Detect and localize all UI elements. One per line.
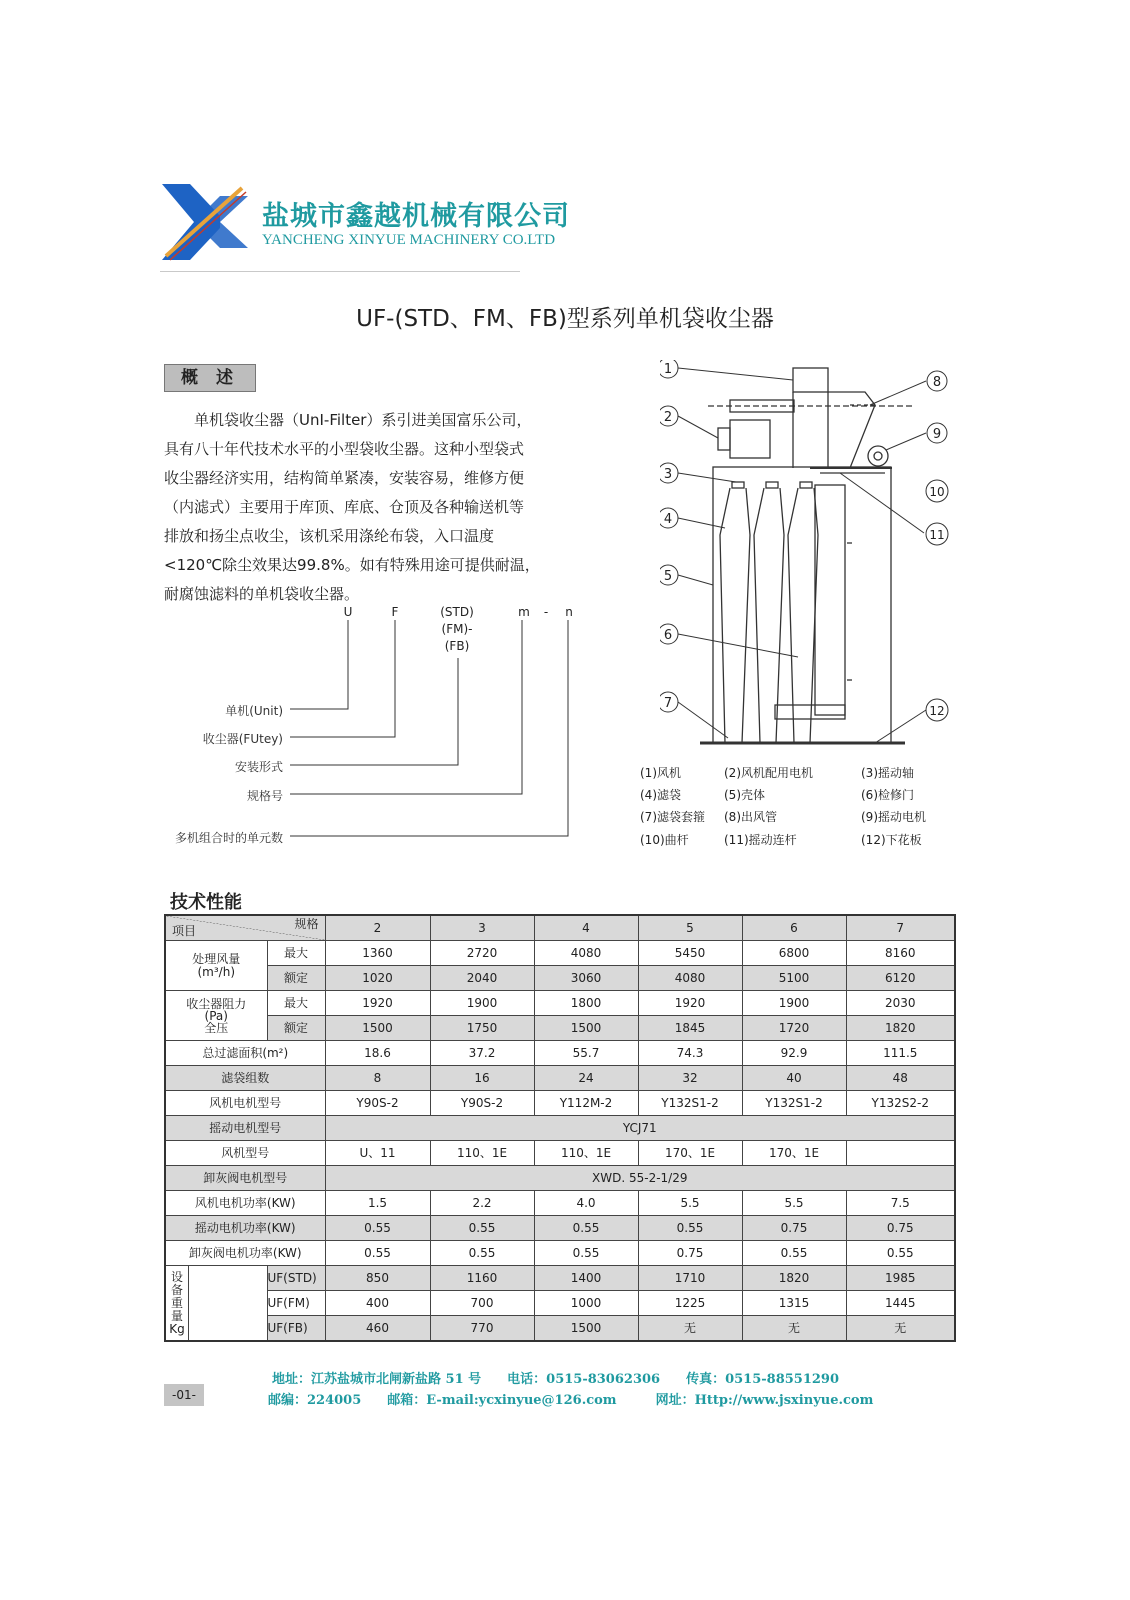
- header-item: 项目: [172, 924, 197, 938]
- overview-heading: 概 述: [164, 364, 256, 392]
- table-cell: 4080: [534, 941, 638, 966]
- table-cell: 8: [325, 1066, 430, 1091]
- table-cell: 0.55: [430, 1241, 534, 1266]
- footer-address: 地址：江苏盐城市北闸新盐路 51 号 电话：0515-83062306 传真：0515-88551290: [272, 1372, 840, 1387]
- table-cell: 1750: [430, 1016, 534, 1041]
- legend-item: (7)滤袋套箍: [640, 810, 705, 824]
- table-cell: 0.75: [638, 1241, 742, 1266]
- table-cell: 1820: [742, 1266, 846, 1291]
- callout-3: 3: [663, 467, 673, 482]
- airflow-unit: (m³/h): [197, 964, 235, 979]
- table-cell: Y90S-2: [325, 1091, 430, 1116]
- row-label: 卸灰阀电机型号: [165, 1166, 325, 1191]
- legend-item: (4)滤袋: [640, 788, 681, 802]
- company-name-en: YANCHENG XINYUE MACHINERY CO.LTD: [262, 232, 556, 248]
- row-label: 滤袋组数: [165, 1066, 325, 1091]
- overview-line: <120℃除尘效果达99.8%。如有特殊用途可提供耐温，: [164, 556, 540, 574]
- size-header: 2: [325, 915, 430, 941]
- table-row: [165, 1116, 955, 1141]
- table-cell: 0.55: [534, 1216, 638, 1241]
- resistance-unit: (Pa): [204, 1008, 228, 1023]
- legend-item: (2)风机配用电机: [724, 766, 813, 780]
- table-cell: [846, 1141, 955, 1166]
- tech-heading: 技术性能: [170, 892, 242, 913]
- table-cell: 无: [846, 1316, 955, 1342]
- row-label: 风机电机功率(KW): [165, 1191, 325, 1216]
- sub-label: 额定: [267, 1016, 325, 1041]
- code-letter-dash: -: [543, 605, 549, 619]
- table-row: [165, 1316, 955, 1342]
- table-row: [165, 1066, 955, 1091]
- table-cell: Y132S1-2: [638, 1091, 742, 1116]
- table-cell: 1020: [325, 966, 430, 991]
- legend-item: (3)摇动轴: [861, 766, 914, 780]
- header-corner: [165, 915, 325, 941]
- table-cell: Y90S-2: [430, 1091, 534, 1116]
- sub-label: 额定: [267, 966, 325, 991]
- table-cell: YCJ71: [325, 1116, 955, 1141]
- table-cell: 170、1E: [742, 1141, 846, 1166]
- table-row: [165, 991, 955, 1016]
- legend-item: (6)检修门: [861, 788, 914, 802]
- table-cell: 0.55: [742, 1241, 846, 1266]
- table-cell: 2.2: [430, 1191, 534, 1216]
- airflow-label: [165, 941, 267, 991]
- table-cell: 48: [846, 1066, 955, 1091]
- table-cell: 55.7: [534, 1041, 638, 1066]
- table-cell: U、11: [325, 1141, 430, 1166]
- table-cell: 1985: [846, 1266, 955, 1291]
- table-cell: 8160: [846, 941, 955, 966]
- table-cell: 0.55: [534, 1241, 638, 1266]
- table-cell: 1710: [638, 1266, 742, 1291]
- callout-11: 11: [929, 528, 945, 542]
- table-cell: 1900: [742, 991, 846, 1016]
- weight-sub-label: UF(FM): [267, 1291, 325, 1316]
- code-label-filter: 收尘器(FUtey): [202, 732, 283, 746]
- table-cell: 1225: [638, 1291, 742, 1316]
- table-cell: 2720: [430, 941, 534, 966]
- size-header: 6: [742, 915, 846, 941]
- size-header: 7: [846, 915, 955, 941]
- table-cell: 0.55: [325, 1216, 430, 1241]
- table-cell: 2040: [430, 966, 534, 991]
- callout-2: 2: [663, 410, 673, 425]
- table-cell: 37.2: [430, 1041, 534, 1066]
- code-label-unit: 单机(Unit): [225, 704, 283, 718]
- legend-item: (8)出风管: [724, 810, 777, 824]
- overview-paragraph: [164, 406, 584, 609]
- tech-spec-table: [164, 914, 956, 1342]
- table-cell: 460: [325, 1316, 430, 1342]
- overview-line: 单机袋收尘器（UnI-Filter）系引进美国富乐公司，: [164, 411, 532, 429]
- callout-4: 4: [663, 512, 673, 527]
- weight-char: 设: [170, 1269, 183, 1284]
- callout-7: 7: [663, 696, 673, 711]
- weight-sub-label: UF(FB): [267, 1316, 325, 1342]
- table-row: [165, 966, 955, 991]
- page-title: UF-(STD、FM、FB)型系列单机袋收尘器: [356, 306, 774, 332]
- table-cell: 4080: [638, 966, 742, 991]
- overview-line: 耐腐蚀滤料的单机袋收尘器。: [164, 585, 360, 603]
- table-cell: 700: [430, 1291, 534, 1316]
- table-cell: 1800: [534, 991, 638, 1016]
- model-code-lines: [280, 620, 580, 850]
- page-number: -01-: [164, 1384, 204, 1406]
- table-cell: 1.5: [325, 1191, 430, 1216]
- table-cell: 40: [742, 1066, 846, 1091]
- code-letter-u: U: [343, 605, 353, 619]
- table-cell: 1315: [742, 1291, 846, 1316]
- table-cell: 0.55: [325, 1241, 430, 1266]
- table-cell: 32: [638, 1066, 742, 1091]
- weight-char: 重: [170, 1295, 183, 1310]
- table-cell: Y132S1-2: [742, 1091, 846, 1116]
- table-cell: 110、1E: [430, 1141, 534, 1166]
- table-cell: 0.75: [742, 1216, 846, 1241]
- table-cell: 无: [638, 1316, 742, 1342]
- table-cell: 170、1E: [638, 1141, 742, 1166]
- table-cell: 1500: [534, 1016, 638, 1041]
- table-row: [165, 941, 955, 966]
- legend-item: (9)摇动电机: [861, 810, 926, 824]
- table-row: [165, 1266, 955, 1291]
- company-logo: [160, 182, 248, 262]
- sub-label: 最大: [267, 991, 325, 1016]
- row-label: 风机型号: [165, 1141, 325, 1166]
- table-cell: 1500: [325, 1016, 430, 1041]
- airflow-label-text: 处理风量: [192, 951, 241, 966]
- bag-filter-diagram: [660, 360, 970, 770]
- row-label: 总过滤面积(m²): [165, 1041, 325, 1066]
- callout-6: 6: [663, 628, 673, 643]
- table-cell: 1820: [846, 1016, 955, 1041]
- legend-item: (11)摇动连杆: [724, 833, 797, 847]
- legend-item: (12)下花板: [861, 833, 922, 847]
- code-letter-n: n: [565, 605, 573, 619]
- size-header: 5: [638, 915, 742, 941]
- table-cell: 18.6: [325, 1041, 430, 1066]
- table-cell: 5.5: [742, 1191, 846, 1216]
- table-row: [165, 1291, 955, 1316]
- table-cell: 110、1E: [534, 1141, 638, 1166]
- table-cell: 1445: [846, 1291, 955, 1316]
- table-cell: 92.9: [742, 1041, 846, 1066]
- table-cell: 400: [325, 1291, 430, 1316]
- table-row: [165, 1141, 955, 1166]
- size-header: 4: [534, 915, 638, 941]
- code-label-spec: 规格号: [246, 789, 283, 803]
- table-cell: XWD. 55-2-1/29: [325, 1166, 955, 1191]
- legend-item: (1)风机: [640, 766, 681, 780]
- table-cell: 1920: [325, 991, 430, 1016]
- weight-char: Kg: [169, 1321, 185, 1336]
- header-divider: [160, 271, 520, 272]
- table-cell: 5.5: [638, 1191, 742, 1216]
- table-cell: 2030: [846, 991, 955, 1016]
- weight-char: 量: [170, 1308, 183, 1323]
- table-cell: 1400: [534, 1266, 638, 1291]
- table-cell: Y112M-2: [534, 1091, 638, 1116]
- callout-10: 10: [929, 485, 945, 499]
- table-cell: 1720: [742, 1016, 846, 1041]
- table-cell: 0.75: [846, 1216, 955, 1241]
- table-cell: 1160: [430, 1266, 534, 1291]
- callout-9: 9: [932, 427, 942, 442]
- code-label-units: 多机组合时的单元数: [174, 831, 283, 845]
- table-cell: 111.5: [846, 1041, 955, 1066]
- table-row: [165, 1016, 955, 1041]
- table-row: [165, 1041, 955, 1066]
- weight-char: 备: [170, 1282, 183, 1297]
- table-cell: 1360: [325, 941, 430, 966]
- table-cell: 0.55: [846, 1241, 955, 1266]
- table-row: [165, 1166, 955, 1191]
- table-cell: 3060: [534, 966, 638, 991]
- table-cell: 0.55: [638, 1216, 742, 1241]
- table-cell: 850: [325, 1266, 430, 1291]
- resistance-label-text: 收尘器阻力: [186, 996, 247, 1011]
- callout-12: 12: [929, 704, 945, 718]
- callout-8: 8: [932, 375, 942, 390]
- callout-5: 5: [663, 569, 673, 584]
- weight-sub-label: UF(STD): [267, 1266, 325, 1291]
- table-cell: 770: [430, 1316, 534, 1342]
- table-row: [165, 1216, 955, 1241]
- table-cell: 5100: [742, 966, 846, 991]
- table-cell: 5450: [638, 941, 742, 966]
- size-header: 3: [430, 915, 534, 941]
- table-cell: 无: [742, 1316, 846, 1342]
- table-cell: 1845: [638, 1016, 742, 1041]
- table-cell: 1000: [534, 1291, 638, 1316]
- overview-line: 收尘器经济实用，结构简单紧凑，安装容易，维修方便: [164, 469, 525, 487]
- resistance-label: [165, 991, 267, 1041]
- table-cell: Y132S2-2: [846, 1091, 955, 1116]
- code-letter-std: (STD): [440, 605, 474, 619]
- code-letter-fb: (FB): [444, 639, 470, 653]
- row-label: 摇动电机型号: [165, 1116, 325, 1141]
- table-cell: 74.3: [638, 1041, 742, 1066]
- overview-line: 具有八十年代技术水平的小型袋收尘器。这种小型袋式: [164, 440, 525, 458]
- row-label: 摇动电机功率(KW): [165, 1216, 325, 1241]
- table-cell: 4.0: [534, 1191, 638, 1216]
- callout-1: 1: [663, 362, 673, 377]
- table-cell: 1500: [534, 1316, 638, 1342]
- table-cell: 24: [534, 1066, 638, 1091]
- overview-line: （内滤式）主要用于库顶、库底、仓顶及各种输送机等: [164, 498, 525, 516]
- header-spec: 规格: [294, 917, 319, 931]
- table-cell: 1900: [430, 991, 534, 1016]
- code-label-install: 安装形式: [234, 760, 283, 774]
- legend-item: (5)壳体: [724, 788, 765, 802]
- table-row: [165, 1191, 955, 1216]
- table-row: [165, 1091, 955, 1116]
- row-label: 卸灰阀电机功率(KW): [165, 1241, 325, 1266]
- table-cell: 16: [430, 1066, 534, 1091]
- sub-label: 最大: [267, 941, 325, 966]
- resistance-sub: 全压: [204, 1020, 229, 1035]
- row-label: 风机电机型号: [165, 1091, 325, 1116]
- table-cell: 7.5: [846, 1191, 955, 1216]
- table-cell: 6800: [742, 941, 846, 966]
- footer-contact: 邮编：224005 邮箱：E-mail:ycxinyue@126.com 网址：Http://www.jsxinyue.com: [268, 1393, 874, 1408]
- company-name-cn: 盐城市鑫越机械有限公司: [262, 201, 570, 232]
- table-cell: 6120: [846, 966, 955, 991]
- table-row: [165, 1241, 955, 1266]
- code-letter-m: m: [518, 605, 530, 619]
- legend-item: (10)曲杆: [640, 833, 689, 847]
- code-letter-fm: (FM)-: [441, 622, 473, 636]
- table-header-row: [165, 915, 955, 941]
- table-cell: 1920: [638, 991, 742, 1016]
- overview-line: 排放和扬尘点收尘，该机采用涤纶布袋，入口温度: [164, 527, 495, 545]
- table-cell: 0.55: [430, 1216, 534, 1241]
- code-letter-f: F: [391, 605, 399, 619]
- weight-label: [165, 1266, 267, 1342]
